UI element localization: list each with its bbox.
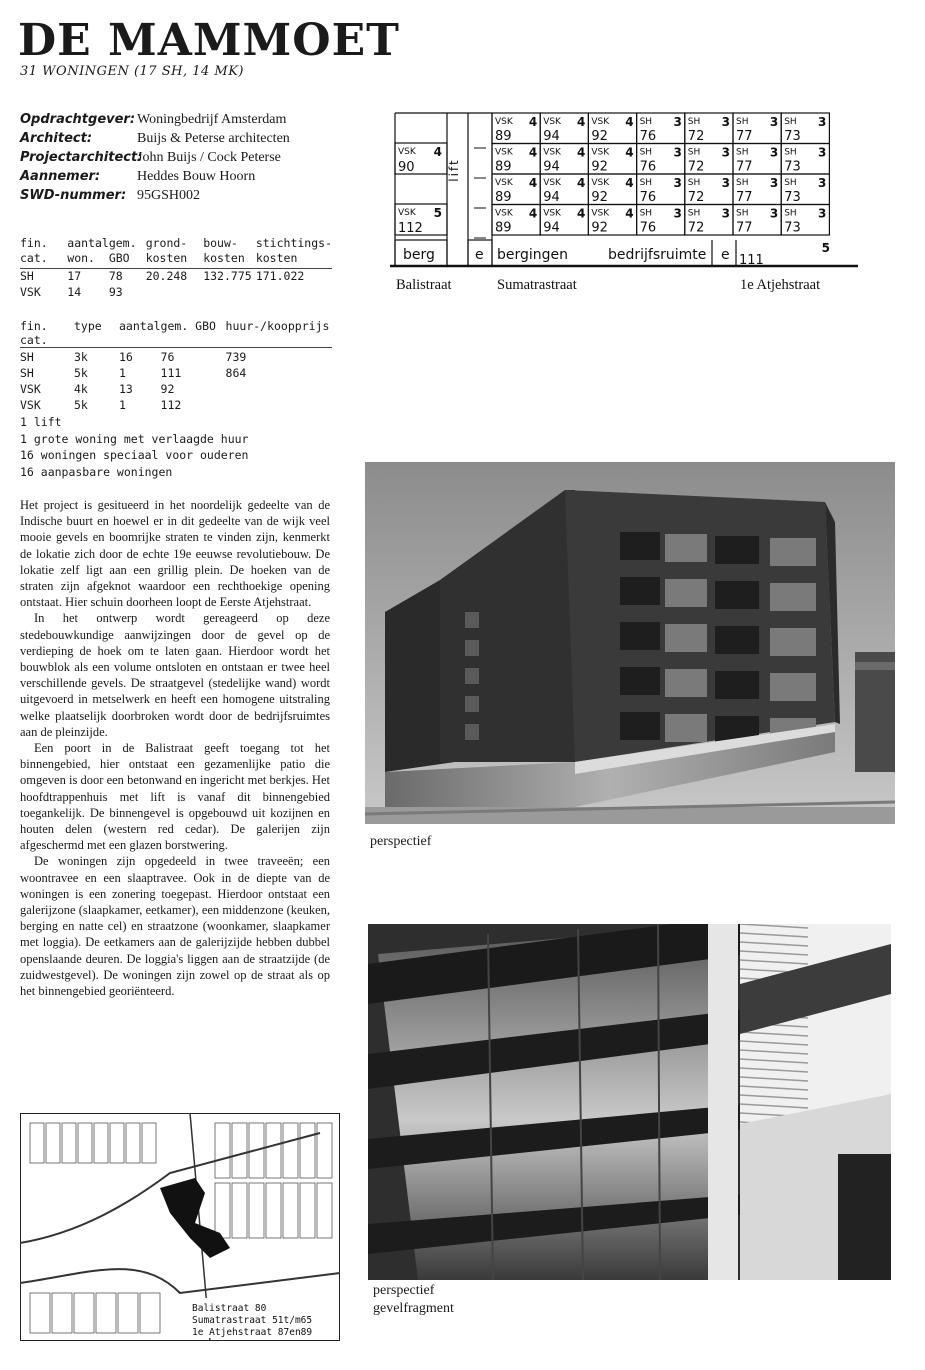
map-address: 1e Atjehstraat 87en89 [192, 1327, 313, 1338]
meta-value: 95GSH002 [137, 188, 201, 203]
unit-type: VSK [543, 208, 561, 219]
street-label: Sumatrastraat [497, 277, 577, 293]
unit-type: SH [736, 208, 749, 219]
rent-table-header: fin. cat. type aantal gem. GBO huur-/koopprijs [20, 319, 332, 348]
unit-type: VSK [591, 147, 610, 158]
note-item: 1 lift [20, 415, 62, 429]
table-row: VSK 4k 13 92 [20, 382, 175, 396]
photo-caption: perspectief [370, 834, 432, 849]
unit-rooms: 3 [721, 176, 730, 190]
ground-label: e [475, 247, 484, 263]
meta-label: Projectarchitect: [20, 150, 143, 165]
unit-rooms: 3 [673, 115, 682, 129]
unit-area: 89 [495, 129, 512, 144]
unit-area: 94 [543, 159, 560, 175]
paragraph: Het project is gesitueerd in het noordelijk gedeelte van de Indische buurt en hoewel er in dit gedeelte van de wijk veel mooie gevels en boomrijke straten te vinden zijn, kenmerkt de lokatie zich door de echte 19e eeuwse revolutiebouw. De lokatie zelf ligt aan een grillig plein. De hoeken van de straten zijn afgeknot waardoor een rechthoekige opening ontstaat. Hier schuin doorheen loopt de Eerste Atjehstraat. [20, 498, 330, 610]
unit-rooms: 3 [769, 206, 779, 221]
unit-area: 73 [784, 190, 801, 205]
paragraph: De woningen zijn opgedeeld in twee traveeën; een woontravee en een slaaptravee. Ook in de diepte van de woningen is een zonering toegepast. Hierdoor ontstaat een galerijzone (slaapkamer, eetkamer), een middenzone (keuken, berging en natte cel) en straatzone (woonkamer, slaapkamer met loggia). De eetkamers aan de galerijzijde hebben dubbel openslaande deuren. De loggia's liggen aan de straatzijde (de zuidwestgevel). De woningen zijn zowel op de straat als op het binnengebied georiënteerd. [20, 854, 330, 999]
unit-area: 72 [687, 190, 705, 205]
unit-type: VSK [495, 208, 513, 219]
unit-rooms: 3 [769, 145, 779, 160]
map-address: Sumatrastraat 51t/m65 [192, 1315, 313, 1326]
unit-area: 90 [398, 160, 415, 175]
unit-area: 94 [543, 129, 560, 144]
unit-rooms: 4 [528, 115, 538, 129]
meta-value: Heddes Bouw Hoorn [137, 169, 256, 184]
meta-label: SWD-nummer: [20, 188, 127, 203]
paragraph: Een poort in de Balistraat geeft toegang tot het binnengebied, hier ontstaat een gezamenlijke patio die omgeven is door een betonwand en ingericht met berkjes. Het hoofdtrappenhuis met lift is vanaf dit binnengebied toegankelijk. De binnengevel is opgebouwd uit kozijnen en houten delen (western red cedar). De galerijen zijn afgeschermd met een glazen borstwering. [20, 741, 330, 853]
unit-rooms: 5 [821, 241, 830, 255]
project-meta [20, 110, 290, 205]
body-text [20, 497, 330, 999]
unit-area: 72 [687, 159, 705, 175]
unit-type: SH [784, 147, 797, 158]
page-title: DE MAMMOET [18, 15, 400, 66]
unit-type: SH [784, 178, 797, 188]
page-subtitle: 31 WONINGEN (17 SH, 14 MK) [20, 64, 244, 79]
meta-row [20, 186, 290, 205]
ground-label: bedrijfsruimte [608, 247, 707, 263]
unit-type: VSK [398, 147, 416, 157]
unit-type: SH [687, 117, 701, 127]
unit-rooms: 3 [818, 115, 827, 129]
unit-rooms: 4 [625, 145, 634, 160]
unit-rooms: 4 [625, 206, 634, 221]
header-cell: gem. GBO [108, 236, 137, 265]
unit-type: SH [639, 208, 653, 219]
header-cell: fin. cat. [20, 236, 48, 265]
header-cell: aantal won. [67, 236, 109, 265]
unit-type: VSK [543, 178, 561, 188]
meta-value: Woningbedrijf Amsterdam [137, 112, 287, 127]
table-row: SH 5k 1 111 864 [20, 366, 247, 380]
meta-row [20, 110, 290, 129]
unit-rooms: 4 [433, 145, 442, 159]
unit-area: 76 [639, 159, 657, 175]
meta-label: Architect: [20, 131, 93, 146]
unit-area: 77 [736, 220, 753, 236]
building-photo-facade [368, 924, 891, 1280]
building-photo-perspective [365, 462, 895, 824]
unit-rooms: 3 [818, 176, 827, 190]
unit-type: SH [639, 178, 653, 188]
note-item: 16 woningen speciaal voor ouderen [20, 448, 249, 462]
meta-label: Aannemer: [20, 169, 101, 184]
unit-rooms: 4 [577, 176, 586, 190]
unit-area: 73 [784, 129, 801, 144]
unit-area: 94 [543, 220, 560, 236]
meta-value: John Buijs / Cock Peterse [137, 150, 281, 165]
table-row: SH 17 78 20.248 132.775 171.022 [20, 269, 305, 283]
unit-area: 92 [591, 159, 608, 175]
map-address: Balistraat 80 [192, 1303, 267, 1314]
lift-label: lift [447, 158, 461, 182]
unit-area: 94 [543, 190, 560, 205]
meta-label: Opdrachtgever: [20, 112, 136, 127]
note-item: 16 aanpasbare woningen [20, 464, 173, 479]
unit-type: SH [736, 178, 749, 188]
unit-rooms: 4 [577, 115, 586, 129]
project-notes [20, 414, 248, 480]
unit-area: 76 [639, 220, 657, 236]
unit-rooms: 3 [673, 145, 682, 160]
unit-rooms: 4 [577, 145, 586, 160]
unit-type: SH [736, 147, 749, 158]
note-item: 1 grote woning met verlaagde huur [20, 431, 249, 446]
unit-rooms: 4 [625, 115, 634, 129]
unit-area: 89 [495, 220, 512, 236]
header-cell: stichtings- kosten [255, 236, 332, 265]
unit-rooms: 3 [673, 206, 682, 221]
unit-rooms: 3 [721, 206, 730, 221]
unit-rooms: 3 [673, 176, 682, 190]
unit-rooms: 4 [528, 206, 538, 221]
unit-type: VSK [495, 117, 513, 127]
unit-type: SH [687, 178, 701, 188]
header-cell: grond- kosten [145, 236, 188, 265]
unit-type: VSK [591, 178, 610, 188]
street-label: Balistraat [396, 277, 452, 293]
street-label: 1e Atjehstraat [740, 277, 821, 293]
unit-area: 92 [591, 190, 608, 205]
unit-type: VSK [591, 208, 610, 219]
unit-area: 77 [736, 129, 753, 144]
unit-type: SH [736, 117, 749, 127]
unit-type: SH [784, 117, 797, 127]
ground-label: berg [403, 247, 435, 263]
unit-area: 72 [687, 220, 705, 236]
paragraph: In het ontwerp wordt gereageerd op deze stedebouwkundige aanwijzingen door de gevel op de verdieping de hoek om te laten gaan. Hierdoor wordt het bouwblok als een volume ontsloten en ontstaan er twee heel verschillende gevels. De straatgevel (stedelijke wand) wordt uitgevoerd in metselwerk en heeft een homogene uitstraling welke plaatselijk doorbroken wordt door de bedrijfsruimtes aan de pleinzijde. [20, 611, 330, 739]
unit-rooms: 4 [625, 176, 634, 190]
unit-rooms: 3 [818, 206, 827, 221]
cost-table-header [20, 236, 332, 266]
unit-rooms: 3 [769, 176, 779, 190]
photo-caption: perspectief gevelfragment [373, 1283, 454, 1316]
unit-type: VSK [543, 147, 561, 158]
unit-area: 89 [495, 190, 512, 205]
unit-type: VSK [543, 117, 561, 127]
table-row: VSK 5k 1 112 [20, 398, 182, 412]
unit-rooms: 4 [528, 145, 538, 160]
cost-table [20, 236, 332, 301]
table-row: SH 3k 16 76 739 [20, 350, 247, 364]
unit-type: VSK [495, 147, 513, 158]
ground-label: e [721, 247, 730, 263]
unit-type: SH [784, 208, 797, 219]
unit-area: 112 [398, 221, 423, 236]
section-diagram [390, 108, 860, 298]
site-map [20, 1113, 340, 1341]
unit-area: 111 [739, 253, 764, 268]
unit-area: 89 [495, 159, 512, 175]
meta-row [20, 129, 290, 148]
unit-area: 77 [736, 190, 753, 205]
unit-area: 76 [639, 129, 657, 144]
unit-area: 73 [784, 159, 801, 175]
unit-rooms: 3 [818, 145, 827, 160]
meta-value: Buijs & Peterse architecten [137, 131, 290, 146]
unit-rooms: 4 [528, 176, 538, 190]
unit-type: SH [687, 208, 701, 219]
unit-rooms: 4 [577, 206, 586, 221]
unit-rooms: 3 [721, 115, 730, 129]
unit-rooms: 5 [433, 206, 442, 220]
unit-type: SH [639, 117, 653, 127]
ground-label: bergingen [497, 247, 569, 263]
meta-row [20, 148, 290, 167]
unit-rooms: 3 [721, 145, 730, 160]
header-cell: bouw- kosten [203, 236, 245, 265]
meta-row [20, 167, 290, 186]
unit-type: VSK [398, 208, 416, 218]
unit-rooms: 3 [769, 115, 779, 129]
unit-type: SH [639, 147, 653, 158]
unit-type: VSK [591, 117, 610, 127]
unit-type: SH [687, 147, 701, 158]
unit-area: 73 [784, 220, 801, 236]
unit-type: VSK [495, 178, 513, 188]
unit-area: 77 [736, 159, 753, 175]
unit-area: 76 [639, 190, 657, 205]
unit-area: 72 [687, 129, 705, 144]
rent-table [20, 319, 332, 414]
table-row: VSK 14 93 [20, 285, 123, 299]
unit-area: 92 [591, 129, 608, 144]
unit-area: 92 [591, 220, 608, 236]
